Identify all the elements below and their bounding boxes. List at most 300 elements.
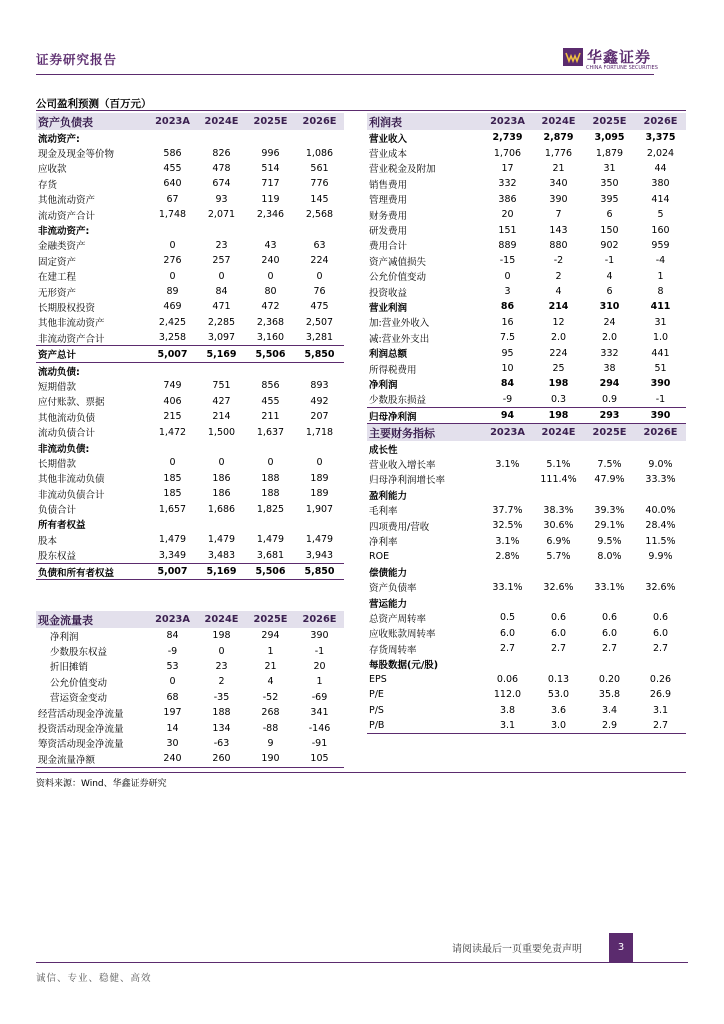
row-label: 盈利能力 — [369, 490, 408, 502]
cell-value — [246, 517, 295, 532]
cell-value: 190 — [246, 751, 295, 767]
table-row — [36, 486, 344, 501]
table-row — [36, 176, 344, 191]
logo-text-cn: 华鑫证券 — [587, 48, 652, 66]
table-row — [367, 130, 686, 145]
table-row — [36, 346, 344, 362]
cell-value — [295, 130, 344, 145]
row-label: 费用合计 — [369, 241, 408, 253]
cell-value: 411 — [650, 301, 671, 313]
table-row — [367, 533, 686, 548]
column-header: 2023A — [482, 113, 533, 130]
table-row — [367, 441, 686, 456]
table-row — [36, 517, 344, 532]
cell-value — [482, 656, 533, 671]
cell-value — [295, 517, 344, 532]
cell-value: 0.13 — [547, 674, 570, 686]
cell-value: 33.1% — [594, 581, 625, 593]
cell-value: 51 — [654, 363, 667, 375]
cell-value: 11.5% — [645, 535, 676, 547]
cell-value — [197, 362, 246, 378]
table-row — [367, 176, 686, 191]
row-label: 所有者权益 — [38, 520, 86, 532]
table-row — [36, 222, 344, 237]
row-label: 净利润 — [50, 631, 79, 643]
cell-value: 134 — [212, 722, 231, 734]
table-row — [367, 703, 686, 718]
row-label: 研发费用 — [369, 226, 408, 238]
cell-value — [533, 487, 584, 502]
balance-sheet-table — [36, 113, 344, 580]
cell-value: 44 — [654, 162, 667, 174]
cell-value: 20 — [313, 660, 326, 672]
cell-value: 7.5% — [597, 458, 622, 470]
footer-divider — [36, 962, 688, 963]
cell-value: 751 — [212, 380, 231, 392]
cell-value: 185 — [163, 488, 182, 500]
cell-value: 76 — [313, 286, 326, 298]
cell-value: 30 — [166, 737, 179, 749]
table-title: 主要财务指标 — [367, 424, 482, 441]
cell-value — [482, 487, 533, 502]
cell-value — [635, 564, 686, 579]
company-motto: 诚信、专业、稳健、高效 — [36, 973, 152, 984]
cell-value: 332 — [600, 347, 619, 359]
cell-value: 105 — [295, 751, 344, 767]
cell-value: 889 — [498, 239, 517, 251]
cell-value: 390 — [549, 193, 568, 205]
cell-value: 6.9% — [546, 535, 571, 547]
cell-value: 3,160 — [256, 332, 285, 344]
cell-value: 0 — [169, 676, 176, 688]
row-label: 其他非流动负债 — [38, 474, 105, 486]
cell-value: 145 — [310, 193, 329, 205]
cell-value: 427 — [212, 395, 231, 407]
table-row — [367, 718, 686, 734]
cash-flow-header-row — [36, 611, 344, 628]
cell-value: 390 — [650, 378, 671, 390]
cell-value: -52 — [262, 691, 279, 703]
cell-value — [246, 222, 295, 237]
cell-value: 2 — [555, 270, 562, 282]
cell-value: 5.7% — [546, 550, 571, 562]
cell-value: 3,349 — [158, 549, 187, 561]
logo-text-en: CHINA FORTUNE SECURITIES — [586, 65, 658, 71]
row-label: 销售费用 — [369, 179, 408, 191]
column-header: 2024E — [533, 113, 584, 130]
column-header: 2026E — [635, 424, 686, 441]
cell-value: 3.1 — [652, 704, 669, 716]
cell-value: 111.4% — [540, 473, 577, 485]
table-row — [36, 643, 344, 658]
table-row — [367, 299, 686, 314]
cell-value: 3.1% — [495, 535, 520, 547]
cell-value: 186 — [212, 472, 231, 484]
table-row — [36, 751, 344, 767]
table-row — [367, 656, 686, 671]
cell-value — [246, 440, 295, 455]
cell-value: 224 — [310, 255, 329, 267]
cell-value: 0.26 — [649, 674, 672, 686]
cell-value: 4 — [267, 676, 274, 688]
cell-value: 14 — [166, 722, 179, 734]
column-header: 2026E — [635, 113, 686, 130]
cell-value — [584, 564, 635, 579]
cell-value: 0.9 — [601, 393, 618, 405]
cell-value: 86 — [500, 301, 515, 313]
column-header: 2024E — [533, 424, 584, 441]
table-title: 资产负债表 — [36, 113, 148, 130]
cell-value: 93 — [215, 193, 228, 205]
table-row — [36, 269, 344, 284]
cell-value: 1,907 — [305, 503, 334, 515]
cell-value: 214 — [548, 301, 569, 313]
cell-value: 749 — [163, 380, 182, 392]
table-row — [367, 315, 686, 330]
row-label: 无形资产 — [38, 287, 77, 299]
table-row — [36, 362, 344, 378]
cell-value: 9.5% — [597, 535, 622, 547]
cell-value: 84 — [500, 378, 515, 390]
cell-value: 2.8% — [495, 550, 520, 562]
cell-value: 24 — [603, 316, 616, 328]
cell-value: 43 — [264, 239, 277, 251]
table-row — [367, 610, 686, 625]
cell-value: 1 — [267, 645, 274, 657]
cell-value: 5,850 — [295, 346, 344, 362]
cell-value: 1,776 — [544, 147, 573, 159]
row-label: EPS — [369, 674, 387, 686]
cell-value: 2.0 — [601, 332, 618, 344]
cell-value: 1,472 — [158, 426, 187, 438]
cell-value: 215 — [163, 411, 182, 423]
row-label: 折旧摊销 — [50, 662, 89, 674]
row-label: 营运资金变动 — [50, 693, 108, 705]
source-divider — [36, 772, 686, 773]
table-title: 利润表 — [367, 113, 482, 130]
cell-value — [482, 564, 533, 579]
cell-value: 3 — [504, 286, 511, 298]
cell-value — [635, 487, 686, 502]
cell-value: 492 — [310, 395, 329, 407]
cell-value: 395 — [600, 193, 619, 205]
table-row — [367, 472, 686, 487]
cell-value: 6 — [606, 209, 613, 221]
row-label: 少数股东权益 — [50, 647, 108, 659]
cell-value: 640 — [163, 178, 182, 190]
cell-value: 5,506 — [246, 346, 295, 362]
cell-value: 1,086 — [305, 147, 334, 159]
row-label: 投资收益 — [369, 287, 408, 299]
cell-value: 1,825 — [256, 503, 285, 515]
cell-value: 472 — [261, 301, 280, 313]
row-label: 营业利润 — [369, 302, 408, 314]
table-row — [36, 424, 344, 439]
cell-value: 2.7 — [601, 643, 618, 655]
row-label: 经营活动现金净流量 — [38, 708, 124, 720]
row-label: 归母净利润增长率 — [369, 475, 446, 487]
table-row — [36, 563, 344, 579]
row-label: 财务费用 — [369, 210, 408, 222]
table-row — [367, 595, 686, 610]
row-label: 非流动负债合计 — [38, 489, 105, 501]
cell-value: 0.20 — [598, 674, 621, 686]
cell-value: 10 — [501, 363, 514, 375]
row-label: 现金流量净额 — [36, 751, 148, 767]
table-row — [367, 626, 686, 641]
cell-value: 2,368 — [256, 316, 285, 328]
cell-value: 350 — [600, 178, 619, 190]
cell-value: 0 — [169, 239, 176, 251]
cell-value: 2,346 — [256, 209, 285, 221]
cell-value: 996 — [261, 147, 280, 159]
table-row — [36, 192, 344, 207]
table-row — [36, 471, 344, 486]
cell-value: 471 — [212, 301, 231, 313]
income-statement-table — [367, 113, 686, 424]
row-label: 所得税费用 — [369, 364, 417, 376]
cell-value: -1 — [655, 393, 666, 405]
balance-sheet-header-row — [36, 113, 344, 130]
table-row — [36, 145, 344, 160]
table-row — [367, 456, 686, 471]
cell-value: 3,681 — [256, 549, 285, 561]
row-label: 利润总额 — [369, 349, 408, 361]
cell-value: 1,500 — [207, 426, 236, 438]
cell-value: 776 — [310, 178, 329, 190]
cell-value: 198 — [548, 378, 569, 390]
row-label: 毛利率 — [369, 506, 398, 518]
cell-value: 211 — [261, 411, 280, 423]
cell-value: 16 — [501, 316, 514, 328]
row-label: 短期借款 — [38, 381, 77, 393]
table-row — [367, 392, 686, 408]
cell-value: 5,850 — [295, 563, 344, 579]
cell-value: -91 — [311, 737, 328, 749]
row-label: 应收款 — [38, 164, 67, 176]
page-number: 3 — [609, 933, 633, 963]
cell-value: 189 — [310, 488, 329, 500]
cell-value — [197, 130, 246, 145]
cell-value: 0 — [267, 457, 274, 469]
cell-value: 586 — [163, 147, 182, 159]
cell-value — [533, 595, 584, 610]
row-label: 应付账款、票据 — [38, 397, 105, 409]
cell-value — [148, 222, 197, 237]
cell-value: 3.8 — [499, 704, 516, 716]
cell-value: -9 — [502, 393, 513, 405]
cell-value: 717 — [261, 178, 280, 190]
row-label: 股东权益 — [38, 551, 77, 563]
cell-value — [148, 440, 197, 455]
column-header: 2023A — [148, 113, 197, 130]
cell-value: 1,479 — [305, 534, 334, 546]
row-label: 流动负债合计 — [38, 428, 96, 440]
row-label: 净利润 — [369, 379, 398, 391]
cell-value: 2,425 — [158, 316, 187, 328]
row-label: 负债合计 — [38, 505, 77, 517]
row-label: 营业成本 — [369, 149, 408, 161]
cell-value: 5,007 — [148, 346, 197, 362]
row-label: 非流动资产合计 — [38, 333, 105, 345]
cell-value: 3.1 — [482, 718, 533, 734]
column-header: 2026E — [295, 611, 344, 628]
cell-value: 4 — [555, 286, 562, 298]
cell-value: 268 — [261, 707, 280, 719]
cell-value: 561 — [310, 162, 329, 174]
header-divider — [36, 74, 654, 75]
cell-value — [197, 517, 246, 532]
cell-value: 2 — [218, 676, 225, 688]
cell-value — [584, 595, 635, 610]
cell-value: 3,258 — [158, 332, 187, 344]
cell-value: 2,285 — [207, 316, 236, 328]
table-row — [36, 455, 344, 470]
cell-value: 5.1% — [546, 458, 571, 470]
table-row — [36, 284, 344, 299]
cell-value: 21 — [552, 162, 565, 174]
column-header: 2024E — [197, 113, 246, 130]
cell-value — [295, 440, 344, 455]
cell-value: 21 — [264, 660, 277, 672]
cell-value: 33.3% — [645, 473, 676, 485]
cell-value: 0.6 — [652, 612, 669, 624]
cell-value: 9.9% — [648, 550, 673, 562]
cell-value: 2,739 — [492, 132, 523, 144]
table-row — [367, 361, 686, 376]
cell-value — [533, 656, 584, 671]
cell-value: 406 — [163, 395, 182, 407]
cell-value: 63 — [313, 239, 326, 251]
table-row — [367, 580, 686, 595]
cell-value — [584, 441, 635, 456]
cell-value: 380 — [651, 178, 670, 190]
cell-value: 1.0 — [652, 332, 669, 344]
row-label: 营业收入 — [369, 133, 408, 145]
cell-value: 856 — [261, 380, 280, 392]
cell-value: 207 — [310, 411, 329, 423]
table-row — [367, 408, 686, 424]
cell-value: 39.3% — [594, 504, 625, 516]
row-label: 归母净利润 — [367, 408, 482, 424]
table-row — [367, 672, 686, 687]
cell-value: -63 — [213, 737, 230, 749]
cell-value: 1 — [316, 676, 323, 688]
table-row — [36, 690, 344, 705]
cell-value: 3,281 — [305, 332, 334, 344]
row-label: 负债和所有者权益 — [36, 563, 148, 579]
cell-value: 198 — [212, 630, 231, 642]
row-label: 投资活动现金净流量 — [38, 724, 124, 736]
table-row — [367, 238, 686, 253]
table-row — [36, 628, 344, 643]
table-row — [367, 161, 686, 176]
cell-value: 674 — [212, 178, 231, 190]
cell-value: 2,507 — [305, 316, 334, 328]
table-row — [367, 269, 686, 284]
cell-value: 95 — [501, 347, 514, 359]
cell-value — [295, 222, 344, 237]
cell-value: -4 — [655, 255, 666, 267]
table-row — [367, 284, 686, 299]
column-header: 2023A — [148, 611, 197, 628]
cell-value: -2 — [553, 255, 564, 267]
table-row — [367, 192, 686, 207]
cell-value: 25 — [552, 363, 565, 375]
cell-value: 0 — [504, 270, 511, 282]
table-row — [36, 161, 344, 176]
row-label: 净利率 — [369, 537, 398, 549]
row-label: 每股数据(元/股) — [369, 660, 439, 672]
section-title: 公司盈利预测（百万元） — [36, 98, 152, 110]
cell-value: 0 — [316, 270, 323, 282]
row-label: 筹资活动现金净流量 — [38, 739, 124, 751]
cell-value: 1,706 — [493, 147, 522, 159]
cell-value: 8.0% — [597, 550, 622, 562]
cell-value: 29.1% — [594, 520, 625, 532]
cell-value: 32.5% — [492, 520, 523, 532]
cell-value: -146 — [308, 722, 331, 734]
cell-value: 2,879 — [543, 132, 574, 144]
cell-value: 6.0 — [652, 627, 669, 639]
row-label: 股本 — [38, 535, 58, 547]
cell-value: 959 — [651, 239, 670, 251]
cell-value: 240 — [261, 255, 280, 267]
cell-value: 26.9 — [649, 689, 672, 701]
cell-value: 224 — [549, 347, 568, 359]
cell-value: 188 — [261, 472, 280, 484]
cell-value: 260 — [197, 751, 246, 767]
cell-value: -88 — [262, 722, 279, 734]
cell-value: 8 — [657, 286, 664, 298]
cell-value: 1,479 — [158, 534, 187, 546]
row-label: 应收账款周转率 — [369, 629, 436, 641]
cell-value: 1,718 — [305, 426, 334, 438]
row-label: P/B — [367, 718, 482, 734]
cell-value — [148, 517, 197, 532]
table-row — [36, 409, 344, 424]
table-row — [36, 238, 344, 253]
cell-value: 28.4% — [645, 520, 676, 532]
table-row — [36, 315, 344, 330]
cell-value: 160 — [651, 224, 670, 236]
company-logo — [563, 46, 659, 72]
cell-value: -15 — [499, 255, 516, 267]
row-label: 现金及现金等价物 — [38, 149, 115, 161]
table-row — [367, 145, 686, 160]
row-label: 公允价值变动 — [50, 677, 108, 689]
table-row — [36, 705, 344, 720]
cell-value: 0 — [218, 457, 225, 469]
table-row — [36, 394, 344, 409]
cell-value: 0 — [169, 270, 176, 282]
column-header: 2025E — [246, 611, 295, 628]
cell-value: 455 — [261, 395, 280, 407]
cell-value: 5,506 — [246, 563, 295, 579]
cell-value: 40.0% — [645, 504, 676, 516]
table-row — [367, 549, 686, 564]
cell-value: 197 — [163, 707, 182, 719]
table-row — [36, 253, 344, 268]
table-row — [367, 253, 686, 268]
cell-value: 189 — [310, 472, 329, 484]
row-label: 营业税金及附加 — [369, 164, 436, 176]
cell-value: 340 — [549, 178, 568, 190]
cell-value: 3,097 — [207, 332, 236, 344]
table-row — [367, 330, 686, 345]
cell-value — [197, 440, 246, 455]
cell-value — [635, 441, 686, 456]
